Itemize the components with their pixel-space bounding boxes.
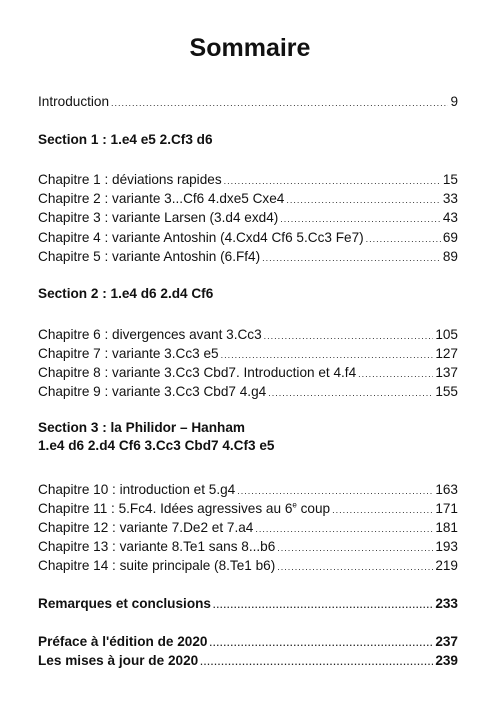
dot-leader [332, 505, 433, 515]
toc-entry-chapter-2[interactable] [38, 191, 458, 206]
toc-entry-preface[interactable] [38, 634, 458, 649]
toc-entry-page: 239 [435, 653, 458, 668]
toc-entry-chapter-4[interactable] [38, 230, 458, 245]
toc-entry-page: 163 [435, 482, 458, 497]
dot-leader [255, 524, 433, 534]
superscript-e: e [292, 500, 297, 510]
toc-entry-label: Les mises à jour de 2020 [38, 653, 199, 668]
toc-entry-updates[interactable] [38, 653, 458, 668]
toc-entry-chapter-11[interactable] [38, 501, 458, 516]
label-main: Chapitre 11 : 5.Fc4. Idées agressives au 6 [38, 501, 293, 516]
toc-entry-label: Chapitre 5 : variante Antoshin (6.Ff4) [38, 249, 261, 264]
toc-entry-chapter-10[interactable] [38, 482, 458, 497]
label-end: coup [296, 501, 331, 516]
toc-entry-page: 105 [435, 327, 458, 342]
toc-entry-page: 219 [435, 558, 458, 573]
toc-entry-page: 233 [435, 596, 458, 611]
toc-entry-introduction[interactable] [38, 94, 458, 109]
toc-entry-label: Chapitre 7 : variante 3.Cc3 e5 [38, 346, 219, 361]
dot-leader [358, 369, 433, 379]
toc-entry-chapter-14[interactable] [38, 558, 458, 573]
section-3-heading: Section 3 : la Philidor – Hanham [38, 420, 245, 435]
dot-leader [200, 657, 433, 667]
toc-entry-page: 171 [435, 501, 458, 516]
dot-leader [213, 600, 433, 610]
toc-entry-chapter-5[interactable] [38, 249, 458, 264]
page-title: Sommaire [189, 34, 311, 62]
section-2-heading: Section 2 : 1.e4 d6 2.d4 Cf6 [38, 286, 214, 301]
toc-entry-page: 33 [442, 191, 458, 206]
toc-entry-chapter-7[interactable] [38, 346, 458, 361]
section-3-subheading: 1.e4 d6 2.d4 Cf6 3.Cc3 Cbd7 4.Cf3 e5 [38, 438, 275, 453]
toc-entry-page: 89 [442, 249, 458, 264]
dot-leader [280, 214, 441, 224]
toc-entry-chapter-9[interactable] [38, 384, 458, 399]
dot-leader [277, 543, 433, 553]
dot-leader [262, 253, 441, 263]
toc-entry-label: Chapitre 12 : variante 7.De2 et 7.a4 [38, 520, 254, 535]
toc-entry-label [38, 501, 330, 516]
toc-entry-chapter-3[interactable] [38, 210, 458, 225]
toc-entry-page: 181 [435, 520, 458, 535]
toc-entry-label: Remarques et conclusions [38, 596, 211, 611]
dot-leader [268, 388, 433, 398]
toc-entry-page: 43 [442, 210, 458, 225]
toc-entry-label: Chapitre 13 : variante 8.Te1 sans 8...b6 [38, 539, 276, 554]
toc-entry-chapter-6[interactable] [38, 327, 458, 342]
toc-entry-remarks[interactable] [38, 596, 458, 611]
dot-leader [286, 195, 441, 205]
dot-leader [224, 176, 441, 186]
toc-entry-page: 9 [450, 94, 458, 109]
toc-entry-label: Introduction [38, 94, 110, 109]
toc-entry-label: Chapitre 14 : suite principale (8.Te1 b6) [38, 558, 276, 573]
dot-leader [111, 98, 448, 108]
toc-entry-label: Chapitre 10 : introduction et 5.g4 [38, 482, 236, 497]
toc-entry-label: Chapitre 6 : divergences avant 3.Cc3 [38, 327, 262, 342]
toc-entry-label: Chapitre 3 : variante Larsen (3.d4 exd4) [38, 210, 279, 225]
toc-entry-label: Préface à l'édition de 2020 [38, 634, 208, 649]
toc-entry-page: 155 [435, 384, 458, 399]
toc-entry-chapter-13[interactable] [38, 539, 458, 554]
dot-leader [264, 331, 434, 341]
toc-entry-label: Chapitre 1 : déviations rapides [38, 172, 222, 187]
toc-entry-page: 193 [435, 539, 458, 554]
toc-entry-page: 15 [442, 172, 458, 187]
dot-leader [221, 350, 434, 360]
toc-entry-label: Chapitre 9 : variante 3.Cc3 Cbd7 4.g4 [38, 384, 267, 399]
dot-leader [277, 562, 433, 572]
toc-entry-page: 127 [435, 346, 458, 361]
toc-entry-chapter-8[interactable] [38, 365, 458, 380]
toc-entry-label: Chapitre 4 : variante Antoshin (4.Cxd4 Cf6 5.Cc3 Fe7) [38, 230, 364, 245]
section-1-heading: Section 1 : 1.e4 e5 2.Cf3 d6 [38, 132, 213, 147]
toc-entry-page: 137 [435, 365, 458, 380]
toc-entry-page: 237 [435, 634, 458, 649]
dot-leader [366, 234, 441, 244]
toc-entry-label: Chapitre 8 : variante 3.Cc3 Cbd7. Introduction et 4.f4 [38, 365, 357, 380]
toc-entry-page: 69 [442, 230, 458, 245]
dot-leader [237, 486, 433, 496]
dot-leader [209, 638, 433, 648]
toc-entry-label: Chapitre 2 : variante 3...Cf6 4.dxe5 Cxe4 [38, 191, 285, 206]
toc-entry-chapter-12[interactable] [38, 520, 458, 535]
toc-entry-chapter-1[interactable] [38, 172, 458, 187]
